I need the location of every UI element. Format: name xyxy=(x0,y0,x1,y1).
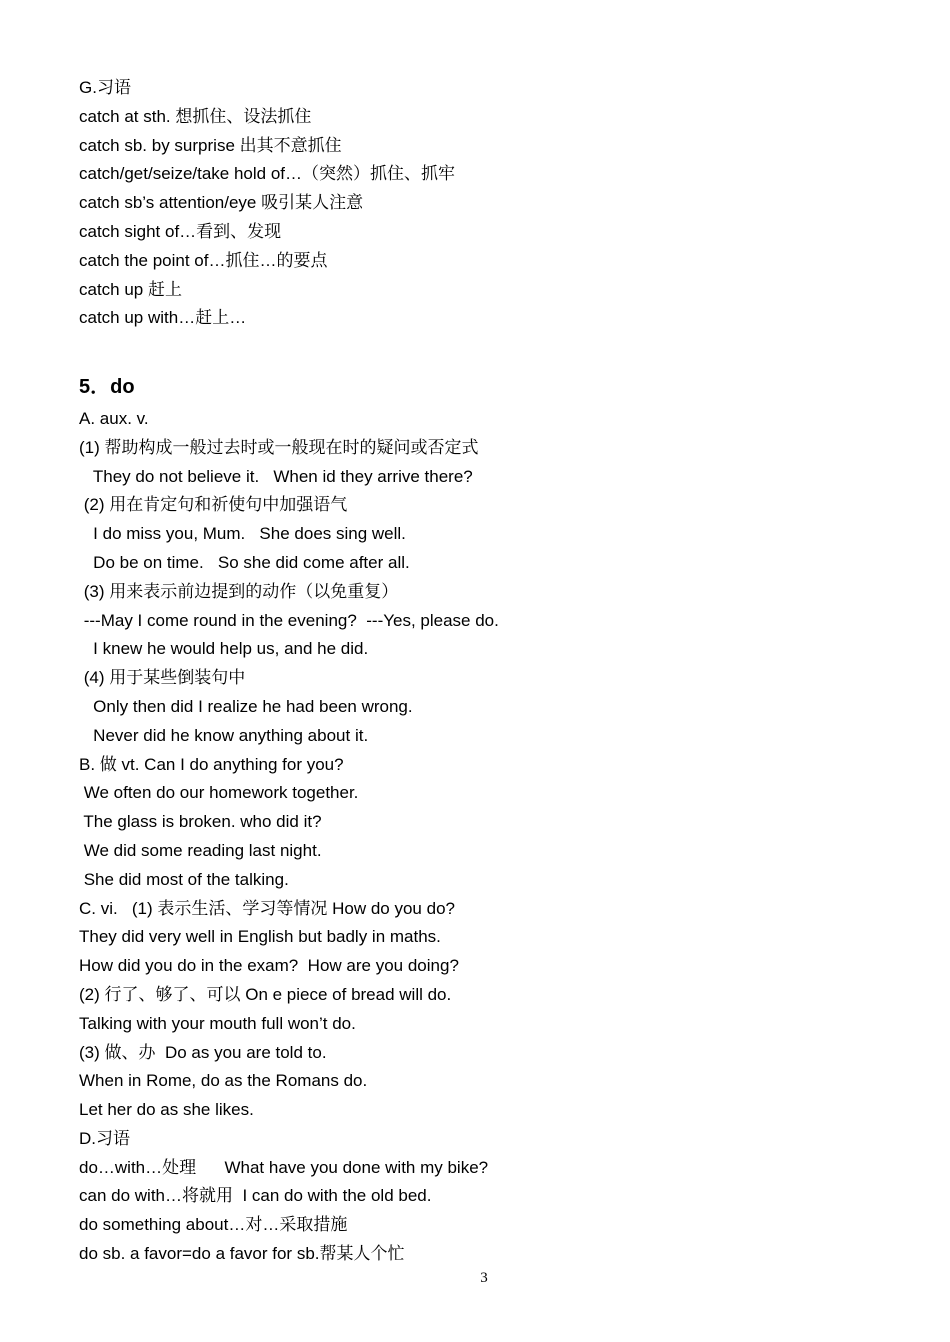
page-number: 3 xyxy=(480,1270,488,1286)
text-line: When in Rome, do as the Romans do. xyxy=(79,1071,368,1091)
text-line: (2) 用在肯定句和祈使句中加强语气 xyxy=(79,495,348,515)
text-line: (2) 行了、够了、可以 On e piece of bread will do. xyxy=(79,984,452,1004)
text-line: Never did he know anything about it. xyxy=(79,725,369,745)
text-line: She did most of the talking. xyxy=(79,869,289,889)
text-line: catch at sth. 想抓住、设法抓住 xyxy=(79,106,312,126)
text-line: catch up 赶上 xyxy=(79,279,182,299)
text-line: A. aux. v. xyxy=(79,408,149,428)
text-line: do…with…处理 What have you done with my bike? xyxy=(79,1157,489,1177)
text-line: can do with…将就用 I can do with the old bed. xyxy=(79,1186,432,1206)
text-line: Let her do as she likes. xyxy=(79,1100,254,1120)
text-line: I knew he would help us, and he did. xyxy=(79,639,369,659)
text-line: How did you do in the exam? How are you doing? xyxy=(79,956,459,976)
text-line: I do miss you, Mum. She does sing well. xyxy=(79,524,406,544)
text-line: B. 做 vt. Can I do anything for you? xyxy=(79,754,344,774)
text-line: Only then did I realize he had been wrong. xyxy=(79,696,413,716)
text-line: (4) 用于某些倒装句中 xyxy=(79,668,246,688)
idiom-section-header: D.习语 xyxy=(79,1128,130,1148)
text-line: They did very well in English but badly in maths. xyxy=(79,927,441,947)
text-line: catch sb’s attention/eye 吸引某人注意 xyxy=(79,193,364,213)
text-line: catch up with…赶上… xyxy=(79,308,247,328)
text-line: catch sb. by surprise 出其不意抓住 xyxy=(79,135,342,155)
text-line: do something about…对…采取措施 xyxy=(79,1215,348,1235)
text-line: catch sight of…看到、发现 xyxy=(79,221,282,241)
text-line: ---May I come round in the evening? ---Yes, please do. xyxy=(79,610,499,630)
text-line: Do be on time. So she did come after all. xyxy=(79,552,410,572)
text-block xyxy=(79,74,899,1269)
text-line: C. vi. (1) 表示生活、学习等情况 How do you do? xyxy=(79,898,455,918)
text-line: They do not believe it. When id they arrive there? xyxy=(79,466,473,486)
blank-line xyxy=(79,333,899,362)
text-line: do sb. a favor=do a favor for sb.帮某人个忙 xyxy=(79,1244,405,1264)
text-line: Talking with your mouth full won’t do. xyxy=(79,1013,356,1033)
text-line: We often do our homework together. xyxy=(79,783,359,803)
text-line: catch the point of…抓住…的要点 xyxy=(79,250,328,270)
text-line: We did some reading last night. xyxy=(79,840,322,860)
section-heading: 5．do xyxy=(79,375,135,398)
text-line: catch/get/seize/take hold of…（突然）抓住、抓牢 xyxy=(79,164,456,184)
text-line: (1) 帮助构成一般过去时或一般现在时的疑问或否定式 xyxy=(79,437,479,457)
text-line: (3) 用来表示前边提到的动作（以免重复） xyxy=(79,581,399,601)
text-line: The glass is broken. who did it? xyxy=(79,812,322,832)
idiom-section-header: G.习语 xyxy=(79,78,131,97)
text-line: (3) 做、办 Do as you are told to. xyxy=(79,1042,327,1062)
